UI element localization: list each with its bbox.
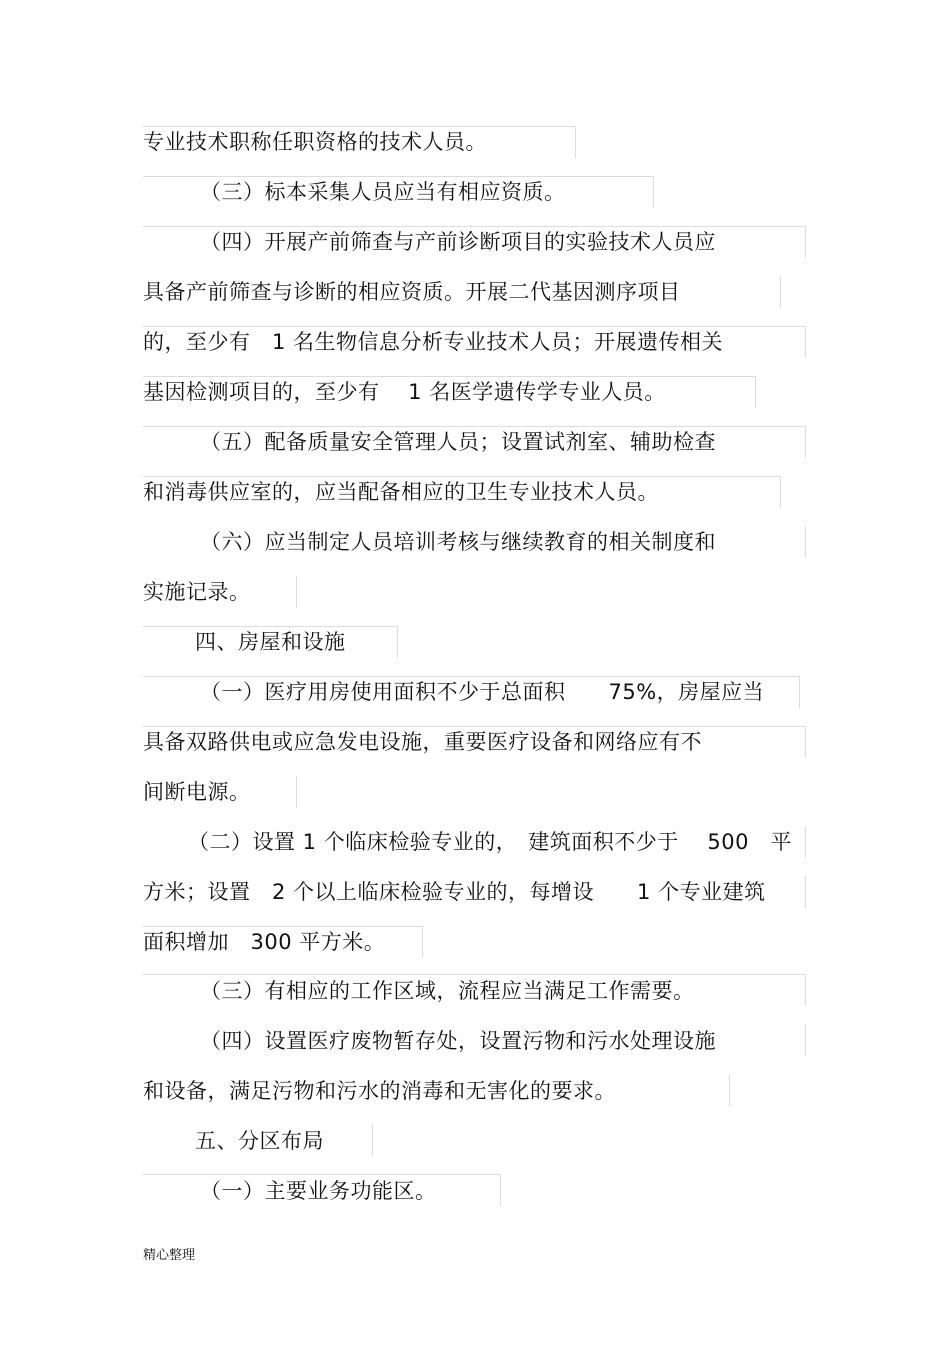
row-frame — [575, 126, 576, 158]
row-frame — [805, 326, 806, 358]
text-line: 的，至少有 1 名生物信息分析专业技术人员；开展遗传相关 — [143, 330, 724, 354]
text-line: （四）设置医疗废物暂存处，设置污物和污水处理设施 — [200, 1029, 716, 1053]
text-line: （二）设置 1 个临床检验专业的， 建筑面积不少于 500 平 — [188, 830, 792, 854]
row-frame — [805, 226, 806, 258]
text-line: （三）有相应的工作区域，流程应当满足工作需要。 — [200, 979, 695, 1003]
text-line: 专业技术职称任职资格的技术人员。 — [143, 130, 487, 154]
text-line: 和设备，满足污物和污水的消毒和无害化的要求。 — [143, 1079, 616, 1103]
text-line: 面积增加 300 平方米。 — [143, 930, 386, 954]
row-frame — [799, 676, 800, 708]
text-line: （一）医疗用房使用面积不少于总面积 75%，房屋应当 — [200, 680, 765, 704]
text-line: 具备产前筛查与诊断的相应资质。开展二代基因测序项目 — [143, 280, 681, 304]
text-line: 和消毒供应室的，应当配备相应的卫生专业技术人员。 — [143, 480, 659, 504]
row-frame — [422, 926, 423, 958]
row-frame — [397, 626, 398, 658]
row-frame — [805, 826, 806, 858]
text-line: （三）标本采集人员应当有相应资质。 — [200, 180, 566, 204]
row-frame — [729, 1074, 730, 1106]
row-frame — [780, 276, 781, 308]
row-frame — [805, 1024, 806, 1056]
row-frame — [500, 1174, 501, 1206]
section-heading: 五、分区布局 — [195, 1129, 324, 1153]
row-frame — [755, 376, 756, 408]
text-line: （六）应当制定人员培训考核与继续教育的相关制度和 — [200, 530, 716, 554]
text-line: 间断电源。 — [143, 780, 251, 804]
row-frame — [296, 576, 297, 608]
row-frame — [780, 476, 781, 508]
row-frame — [296, 776, 297, 808]
row-frame — [805, 526, 806, 558]
footer-label: 精心整理 — [143, 1248, 196, 1263]
text-line: （五）配备质量安全管理人员；设置试剂室、辅助检查 — [200, 430, 716, 454]
text-line: 基因检测项目的，至少有 1 名医学遗传学专业人员。 — [143, 380, 666, 404]
row-frame — [805, 974, 806, 1006]
row-frame — [372, 1124, 373, 1156]
row-frame — [143, 974, 805, 975]
row-frame — [653, 176, 654, 208]
row-frame — [805, 426, 806, 458]
text-line: 方米；设置 2 个以上临床检验专业的，每增设 1 个专业建筑 — [143, 880, 766, 904]
text-line: 实施记录。 — [143, 580, 251, 604]
row-frame — [805, 726, 806, 758]
text-line: （一）主要业务功能区。 — [200, 1179, 437, 1203]
row-frame — [805, 876, 806, 908]
text-line: （四）开展产前筛查与产前诊断项目的实验技术人员应 — [200, 230, 716, 254]
section-heading: 四、房屋和设施 — [195, 630, 346, 654]
text-line: 具备双路供电或应急发电设施，重要医疗设备和网络应有不 — [143, 730, 702, 754]
row-frame — [143, 1174, 500, 1175]
